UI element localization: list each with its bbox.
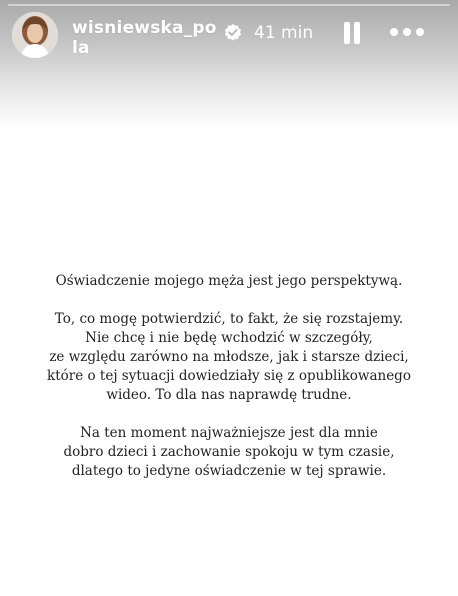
statement-paragraph-3: [20, 424, 438, 481]
pause-icon: [344, 22, 350, 44]
story-header: [12, 12, 446, 62]
statement-paragraph-1: [20, 272, 438, 291]
statement-line: To, co mogę potwierdzić, to fakt, że się rozstajemy.: [54, 311, 404, 327]
statement-line: wideo. To dla nas naprawdę trudne.: [106, 387, 352, 403]
timestamp: 41 min: [254, 23, 314, 43]
pause-button[interactable]: [340, 20, 364, 46]
statement-line: dlatego to jedyne oświadczenie w tej sprawie.: [71, 463, 387, 479]
pause-icon-bar: [354, 22, 360, 44]
statement-line: ze względu zarówno na młodsze, jak i starsze dzieci,: [49, 349, 409, 365]
statement-line: które o tej sytuacji dowiedziały się z opublikowanego: [47, 368, 411, 384]
avatar[interactable]: [12, 12, 58, 58]
verified-badge-icon: [223, 23, 243, 43]
more-options-button[interactable]: [388, 22, 428, 44]
more-dot: [403, 28, 411, 36]
statement-line: Na ten moment najważniejsze jest dla mnie: [80, 425, 378, 441]
statement-line: Nie chcę i nie będę wchodzić w szczegóły,: [85, 330, 373, 346]
more-horizontal-icon: [390, 28, 398, 36]
username[interactable]: wisniewska_pola: [72, 18, 217, 58]
story-progress-bar: [8, 4, 450, 6]
statement-paragraph-2: [20, 310, 438, 405]
statement-text: [20, 272, 438, 500]
statement-line: Oświadczenie mojego męża jest jego perspektywą.: [55, 273, 403, 289]
statement-line: dobro dzieci i zachowanie spokoju w tym czasie,: [63, 444, 395, 460]
avatar-image: [12, 12, 58, 58]
more-dot: [416, 28, 424, 36]
